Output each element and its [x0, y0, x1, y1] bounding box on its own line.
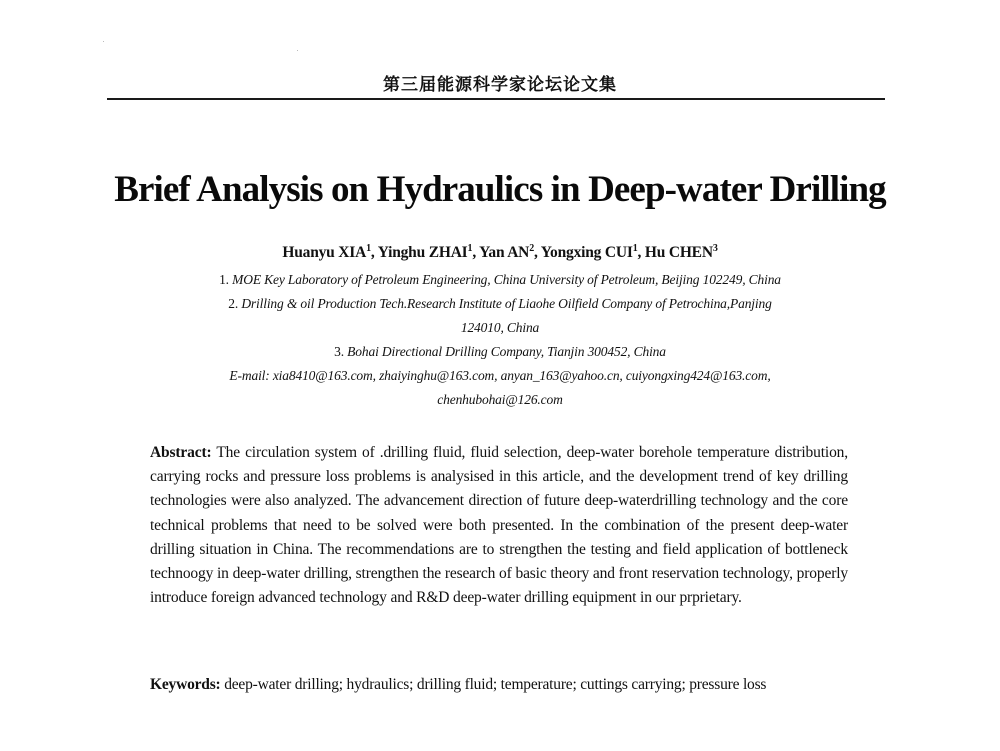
keywords-text: deep-water drilling; hydraulics; drilling fluid; temperature; cuttings carrying; pressure loss [220, 676, 767, 693]
keywords [150, 673, 848, 697]
header-rule [107, 98, 885, 100]
running-header: 第三届能源科学家论坛论文集 [383, 75, 617, 95]
author-name: Yan AN [479, 244, 530, 261]
scan-speck [103, 41, 104, 42]
affiliation-1 [0, 272, 1000, 288]
author-name: Yongxing CUI [540, 244, 633, 261]
affiliation-2 [0, 296, 1000, 312]
scan-speck [297, 50, 298, 51]
affiliation-text: 124010, China [460, 320, 540, 335]
affiliation-marker: 1 [632, 243, 638, 254]
author-name: Huanyu XIA [282, 244, 367, 261]
abstract [150, 441, 848, 610]
email-line [0, 368, 1000, 384]
author-name: Yinghu ZHAI [377, 244, 468, 261]
author-separator: , [637, 244, 645, 261]
keywords-label: Keywords: [150, 676, 221, 693]
email-line-continued [0, 392, 1000, 408]
email-addresses: E-mail: xia8410@163.com, zhaiyinghu@163.com, anyan_163@yahoo.cn, cuiyongxing424@163.com, [229, 368, 771, 383]
affiliation-3 [0, 344, 1000, 360]
affiliation-number: 3. [334, 344, 348, 359]
affiliation-text: Bohai Directional Drilling Company, Tianjin 300452, China [347, 344, 666, 359]
affiliation-marker: 1 [366, 243, 371, 254]
affiliation-text: Drilling & oil Production Tech.Research Institute of Liaohe Oilfield Company of Petrochina,Panjing [241, 296, 772, 311]
affiliation-marker: 3 [712, 243, 718, 254]
paper-title: Brief Analysis on Hydraulics in Deep-water Drilling [114, 169, 886, 210]
author-separator: , [472, 244, 480, 261]
affiliation-number: 1. [219, 272, 233, 287]
affiliation-2-continued [0, 320, 1000, 336]
author-separator: , [370, 244, 378, 261]
email-addresses: chenhubohai@126.com [437, 392, 563, 407]
abstract-text: The circulation system of .drilling fluid, fluid selection, deep-water borehole temperature distribution, carrying rocks and pressure loss problems is analysised in this article, and the development trend of key drilling technologies were also analyzed. The advancement direction of future deep-waterdrilling technology and the core technical problems that need to be solved were both presented. In the combination of the present deep-water drilling situation in China. The recommendations are to strengthen the testing and field application of bottleneck technoogy in deep-water drilling, strengthen the research of basic theory and front reservation technology, properly introduce foreign advanced technology and R&D deep-water drilling equipment in our prprietary. [150, 444, 848, 607]
affiliation-marker: 1 [467, 243, 473, 254]
author-list [0, 244, 1000, 262]
abstract-label: Abstract: [150, 444, 212, 461]
affiliation-number: 2. [228, 296, 242, 311]
affiliation-marker: 2 [529, 243, 534, 254]
affiliation-text: MOE Key Laboratory of Petroleum Engineering, China University of Petroleum, Beijing 102249, China [232, 272, 781, 287]
author-name: Hu CHEN [644, 244, 713, 261]
author-separator: , [534, 244, 541, 261]
